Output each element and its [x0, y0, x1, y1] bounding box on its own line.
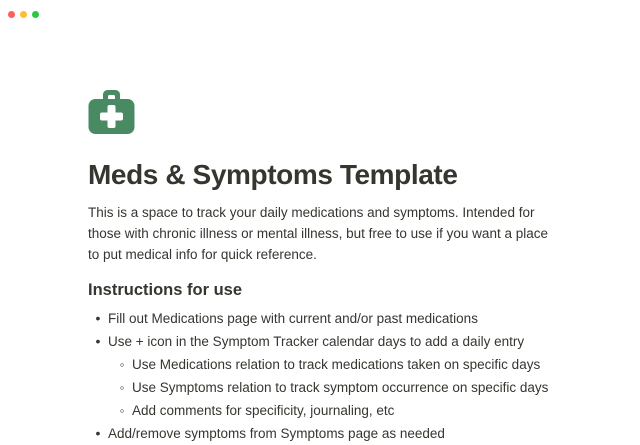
bullet-circle-icon: [112, 401, 132, 420]
list-item-text[interactable]: Use + icon in the Symptom Tracker calendar days to add a daily entry: [108, 334, 525, 349]
close-button[interactable]: [8, 11, 15, 18]
zoom-button[interactable]: [32, 11, 39, 18]
bullet-list: [88, 307, 554, 445]
bullet-disc-icon: [88, 309, 108, 328]
list-item[interactable]: [88, 330, 554, 353]
page-content: [88, 0, 554, 445]
list-item-text[interactable]: Add comments for specificity, journaling, etc: [132, 403, 395, 418]
list-item[interactable]: [88, 353, 554, 376]
bullet-disc-icon: [88, 424, 108, 443]
list-item-text[interactable]: Fill out Medications page with current and/or past medications: [108, 311, 478, 326]
section-heading[interactable]: Instructions for use: [88, 281, 243, 299]
page-description[interactable]: This is a space to track your daily medications and symptoms. Intended for those with chronic illness or mental illness, but free to use if you want a place to put medical info for quick reference.: [88, 205, 548, 262]
list-item[interactable]: [88, 399, 554, 422]
list-item-text[interactable]: Use Symptoms relation to track symptom occurrence on specific days: [132, 380, 549, 395]
list-item[interactable]: [88, 422, 554, 445]
page-icon-button[interactable]: [88, 88, 135, 135]
bullet-disc-icon: [88, 332, 108, 351]
list-item-text[interactable]: Use Medications relation to track medications taken on specific days: [132, 357, 541, 372]
page-title[interactable]: Meds & Symptoms Template: [88, 159, 458, 190]
first-aid-kit-icon: [88, 88, 135, 135]
bullet-circle-icon: [112, 378, 132, 397]
minimize-button[interactable]: [20, 11, 27, 18]
list-item[interactable]: [88, 307, 554, 330]
list-item[interactable]: [88, 376, 554, 399]
window-controls: [8, 11, 39, 18]
bullet-circle-icon: [112, 355, 132, 374]
list-item-text[interactable]: Add/remove symptoms from Symptoms page as needed: [108, 426, 445, 441]
